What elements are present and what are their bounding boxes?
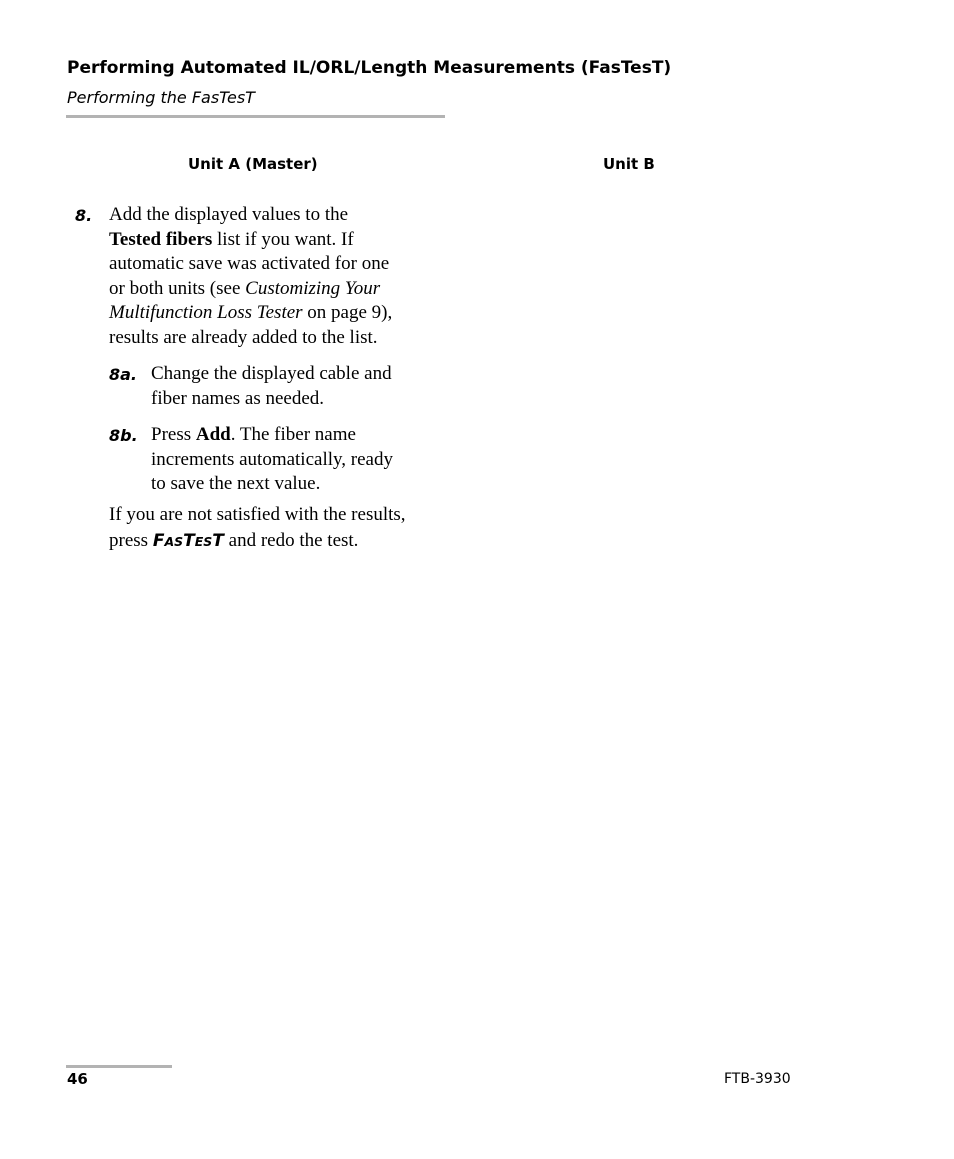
step-8-line: results are already added to the list. (109, 326, 378, 348)
step-8b-text (151, 423, 393, 497)
step-8-line: Tested fibers list if you want. If (109, 228, 354, 250)
header-rule (66, 115, 445, 118)
step-8a-line: fiber names as needed. (151, 387, 325, 409)
note-line: If you are not satisfied with the results, (109, 504, 406, 525)
note-text (109, 503, 406, 554)
step-8b-line: Press Add. The fiber name (151, 424, 356, 445)
step-8b-line: increments automatically, ready (151, 448, 393, 470)
document-id: FTB-3930 (724, 1071, 791, 1087)
step-8-text (109, 203, 392, 351)
step-8b-line: to save the next value. (151, 473, 321, 495)
step-8-line: Add the displayed values to the (109, 204, 349, 225)
step-8a-number: 8a. (109, 365, 138, 384)
column-heading-unit-a: Unit A (Master) (188, 155, 318, 173)
fastest-key-label: FASTEST (152, 530, 224, 551)
ui-term-tested-fibers: Tested fibers (109, 228, 213, 250)
step-8-line: automatic save was activated for one (109, 253, 390, 275)
step-8-line: Multifunction Loss Tester on page 9), (109, 302, 393, 324)
ui-term-add: Add (195, 424, 231, 445)
note-line: press FASTEST and redo the test. (109, 529, 359, 551)
footer-rule (66, 1065, 172, 1068)
step-8-line: or both units (see Customizing Your (109, 277, 381, 299)
cross-reference: Customizing Your (245, 277, 381, 299)
step-8b-number: 8b. (109, 426, 138, 445)
section-title: Performing the FasTesT (67, 88, 255, 107)
chapter-title: Performing Automated IL/ORL/Length Measurements (FasTesT) (67, 58, 672, 78)
column-heading-unit-b: Unit B (603, 155, 655, 173)
cross-reference: Multifunction Loss Tester (109, 302, 303, 324)
step-8a-text (151, 362, 392, 411)
step-8-number: 8. (75, 206, 93, 225)
page-number: 46 (67, 1070, 88, 1088)
step-8a-line: Change the displayed cable and (151, 363, 392, 384)
